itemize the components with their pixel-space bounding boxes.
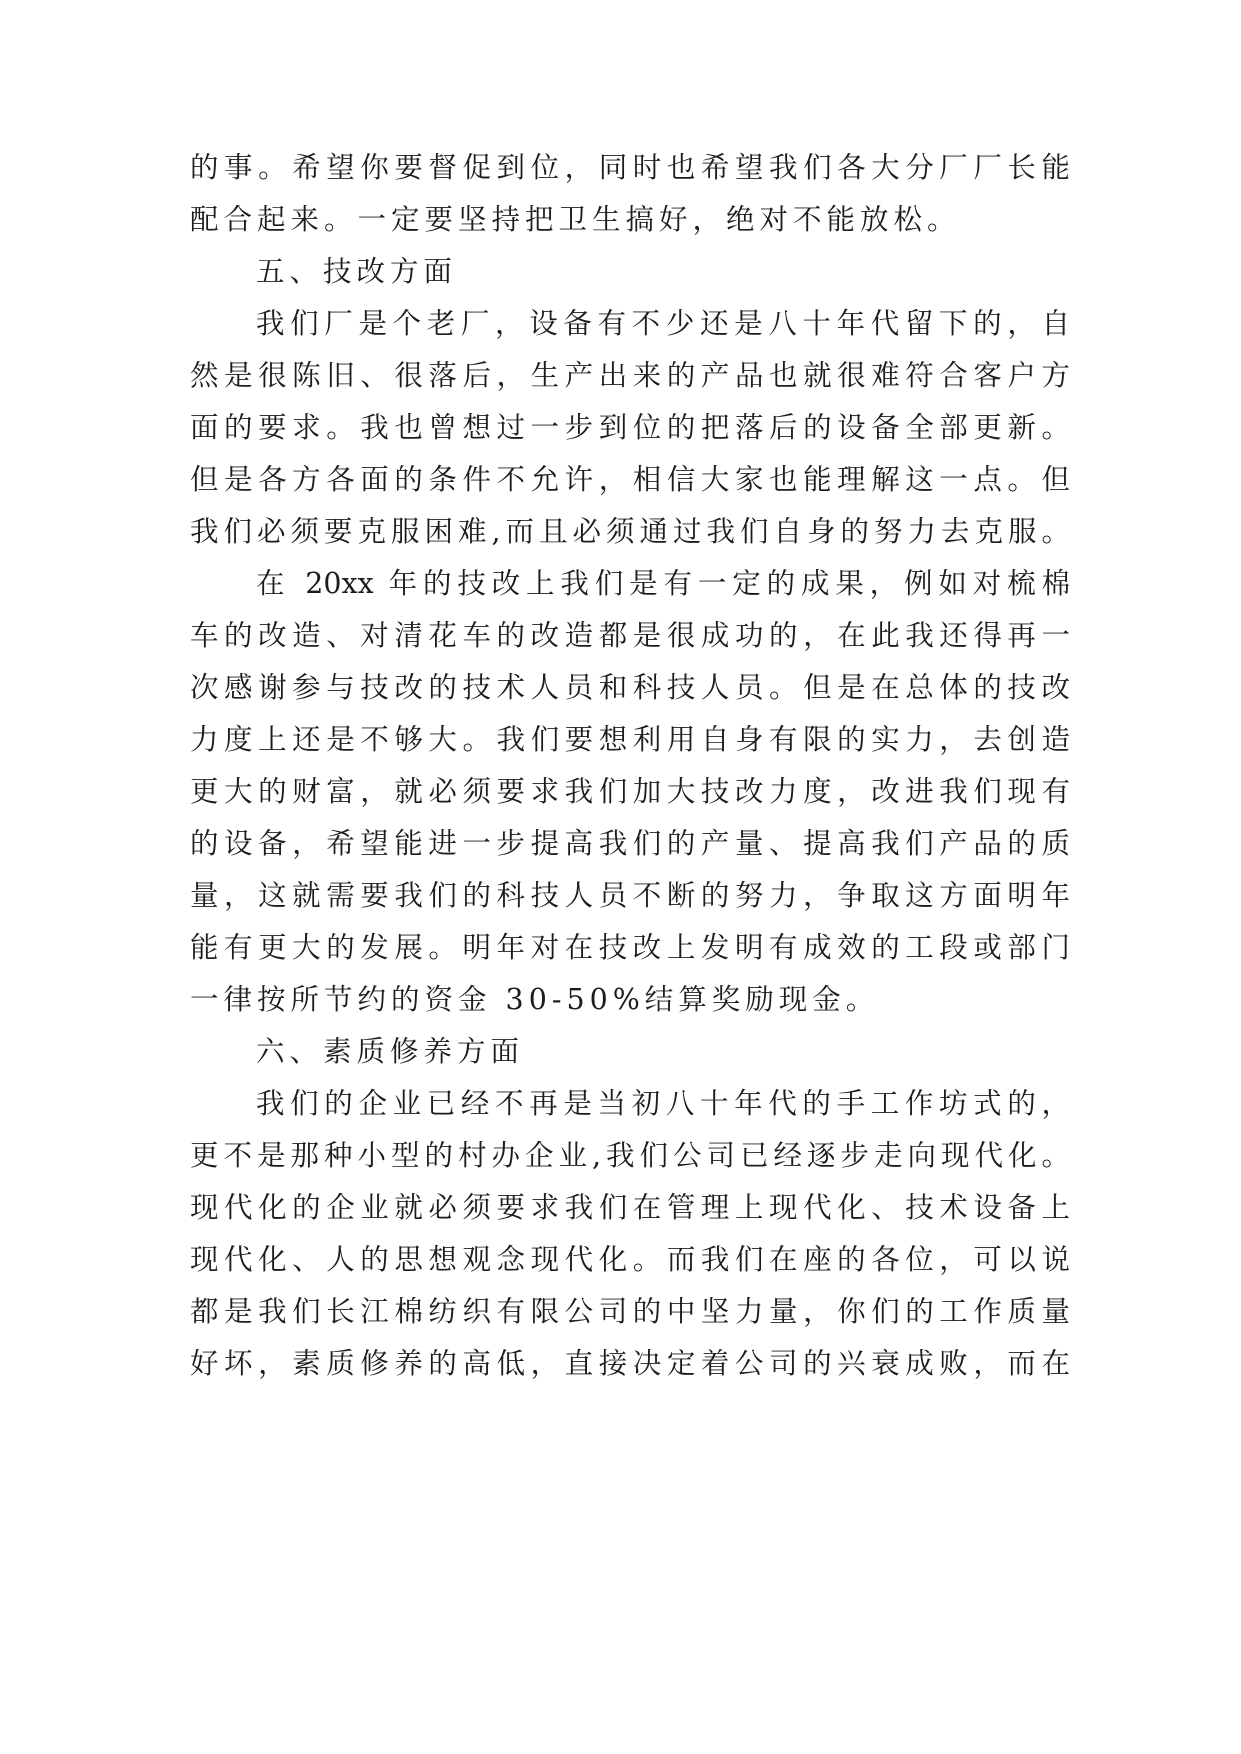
paragraph-first-line: 在 20xx 年的技改上我们是有一定的成果，例如对梳棉	[256, 567, 1070, 600]
body-text-line: 一律按所节约的资金 30-50%结算奖励现金。	[190, 983, 880, 1016]
section-heading: 五、技改方面	[256, 255, 458, 288]
body-text-line: 车的改造、对清花车的改造都是很成功的，在此我还得再一	[190, 619, 1070, 652]
body-text-line: 的事。希望你要督促到位，同时也希望我们各大分厂厂长能	[190, 151, 1070, 184]
body-text-line: 更大的财富，就必须要求我们加大技改力度，改进我们现有	[190, 775, 1070, 808]
paragraph-first-line: 我们厂是个老厂，设备有不少还是八十年代留下的，自	[256, 307, 1070, 340]
body-text-line: 然是很陈旧、很落后，生产出来的产品也就很难符合客户方	[190, 359, 1070, 392]
body-text-line: 能有更大的发展。明年对在技改上发明有成效的工段或部门	[190, 931, 1070, 964]
body-text-line: 次感谢参与技改的技术人员和科技人员。但是在总体的技改	[190, 671, 1070, 704]
body-text-line: 好坏，素质修养的高低，直接决定着公司的兴衰成败，而在	[190, 1347, 1070, 1380]
section-heading: 六、素质修养方面	[256, 1035, 525, 1068]
body-text-line: 我们必须要克服困难,而且必须通过我们自身的努力去克服。	[190, 515, 1070, 548]
body-text-line: 更不是那种小型的村办企业,我们公司已经逐步走向现代化。	[190, 1139, 1070, 1172]
body-text-line: 现代化的企业就必须要求我们在管理上现代化、技术设备上	[190, 1191, 1070, 1224]
body-text-line: 但是各方各面的条件不允许，相信大家也能理解这一点。但	[190, 463, 1070, 496]
body-text-line: 现代化、人的思想观念现代化。而我们在座的各位，可以说	[190, 1243, 1070, 1276]
body-text-line: 配合起来。一定要坚持把卫生搞好，绝对不能放松。	[190, 203, 961, 236]
body-text-line: 面的要求。我也曾想过一步到位的把落后的设备全部更新。	[190, 411, 1070, 444]
body-text-line: 都是我们长江棉纺织有限公司的中坚力量，你们的工作质量	[190, 1295, 1070, 1328]
body-text-line: 力度上还是不够大。我们要想利用自身有限的实力，去创造	[190, 723, 1070, 756]
body-text-line: 量，这就需要我们的科技人员不断的努力，争取这方面明年	[190, 879, 1070, 912]
body-text-line: 的设备，希望能进一步提高我们的产量、提高我们产品的质	[190, 827, 1070, 860]
paragraph-first-line: 我们的企业已经不再是当初八十年代的手工作坊式的，	[256, 1087, 1070, 1120]
